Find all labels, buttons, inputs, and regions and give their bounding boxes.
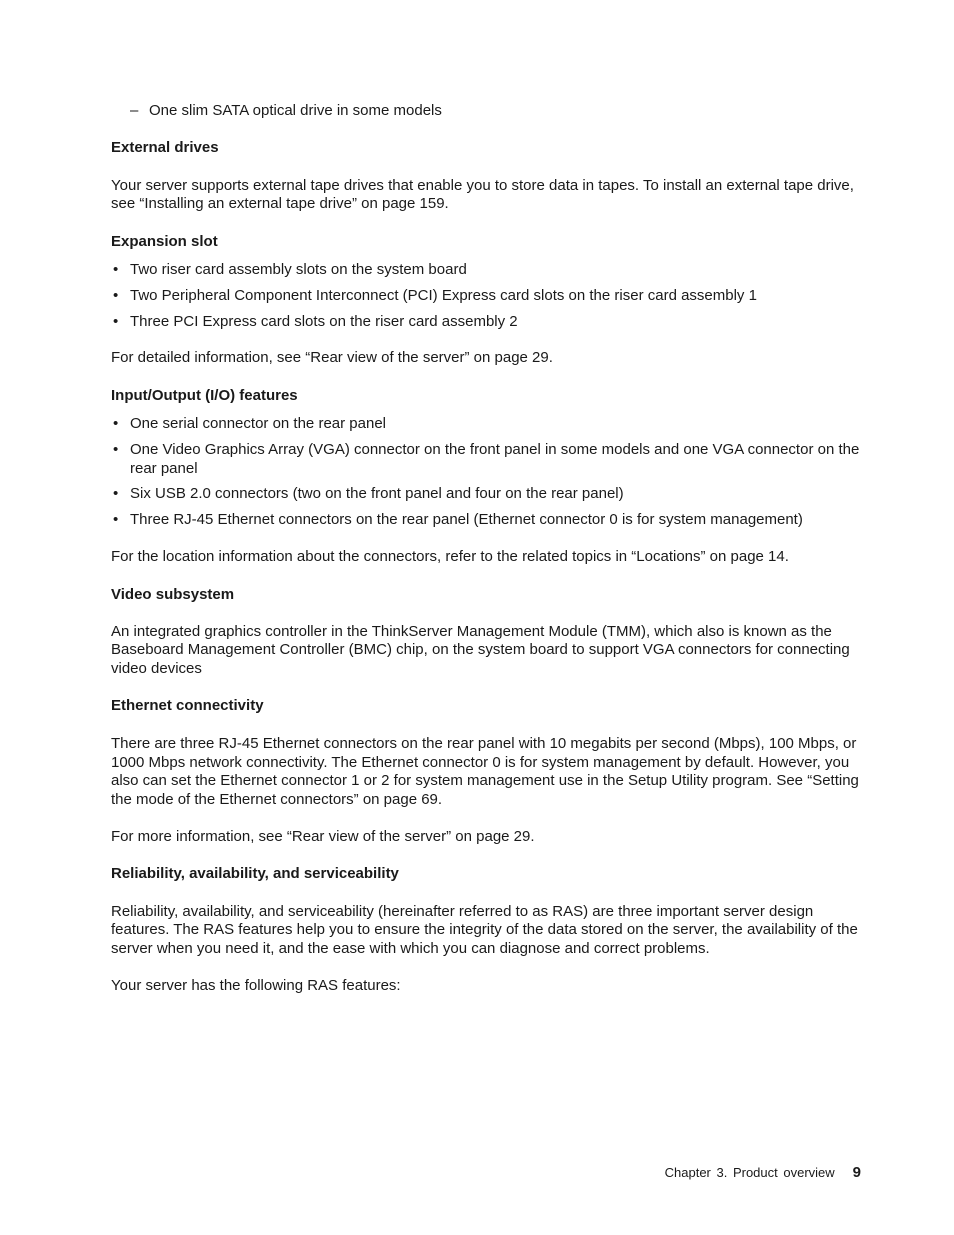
list-item-text: Two riser card assembly slots on the system board	[130, 260, 467, 278]
page-number: 9	[852, 1164, 861, 1181]
bullet-marker: •	[113, 286, 119, 304]
page-footer	[665, 1164, 861, 1183]
list-item-text: Six USB 2.0 connectors (two on the front panel and four on the rear panel)	[130, 485, 624, 503]
section-heading-expansion-slot: Expansion slot	[111, 233, 218, 251]
paragraph-ras-features: Your server has the following RAS features:	[111, 976, 401, 994]
section-heading-video-subsystem: Video subsystem	[111, 585, 235, 603]
list-item	[111, 415, 871, 434]
bullet-marker: •	[113, 260, 119, 278]
section-heading-external-drives: External drives	[111, 138, 219, 156]
list-item	[111, 441, 871, 479]
list-item-text: Three PCI Express card slots on the riser card assembly 2	[130, 312, 518, 330]
expansion-slot-list	[111, 261, 871, 331]
paragraph-expansion-slot: For detailed information, see “Rear view of the server” on page 29.	[111, 349, 553, 367]
bullet-marker: •	[113, 414, 119, 432]
paragraph-external-drives: Your server supports external tape drives that enable you to store data in tapes. To install an external tape drive, see “Installing an external tape drive” on page 159.	[111, 176, 854, 213]
list-item-text: One slim SATA optical drive in some models	[149, 102, 442, 119]
bullet-marker: •	[113, 485, 119, 503]
list-item	[111, 313, 871, 332]
list-item	[111, 485, 871, 504]
list-item-text: One serial connector on the rear panel	[130, 414, 386, 432]
list-item	[111, 511, 871, 530]
list-item-text: Two Peripheral Component Interconnect (PCI) Express card slots on the riser card assembly 1	[130, 286, 757, 304]
io-features-list	[111, 415, 871, 530]
paragraph-ras: Reliability, availability, and serviceability (hereinafter referred to as RAS) are three important server design features. The RAS features help you to ensure the integrity of the data stored on the server, the availability of the server when you need it, and the ease with which you can diagnose and correct problems.	[111, 902, 858, 958]
list-item	[111, 261, 871, 280]
list-item-text: Three RJ-45 Ethernet connectors on the rear panel (Ethernet connector 0 is for system management)	[130, 511, 803, 529]
document-page	[111, 102, 871, 996]
footer-chapter-title: Chapter 3. Product overview	[664, 1165, 835, 1180]
paragraph-io-features: For the location information about the connectors, refer to the related topics in “Locations” on page 14.	[111, 547, 789, 565]
list-item-text: One Video Graphics Array (VGA) connector on the front panel in some models and one VGA connector on the rear panel	[130, 440, 860, 477]
section-heading-ras: Reliability, availability, and serviceability	[111, 864, 399, 882]
paragraph-ethernet-more: For more information, see “Rear view of the server” on page 29.	[111, 827, 535, 845]
bullet-marker: •	[113, 440, 119, 458]
list-item	[111, 287, 871, 306]
list-item	[111, 102, 871, 121]
section-heading-ethernet: Ethernet connectivity	[111, 696, 264, 714]
paragraph-video-subsystem: An integrated graphics controller in the ThinkServer Management Module (TMM), which also is known as the Baseboard Management Controller (BMC) chip, on the system board to support VGA connectors for connecting video devices	[111, 622, 850, 678]
dash-marker: –	[130, 102, 139, 119]
section-heading-io-features: Input/Output (I/O) features	[111, 387, 298, 405]
paragraph-ethernet: There are three RJ-45 Ethernet connectors on the rear panel with 10 megabits per second (Mbps), 100 Mbps, or 1000 Mbps network connectivity. The Ethernet connector 0 is for system management by default. However, you also can set the Ethernet connector 1 or 2 for system management use in the Setup Utility program. See “Setting the mode of the Ethernet connectors” on page 69.	[111, 734, 859, 809]
bullet-marker: •	[113, 511, 119, 529]
bullet-marker: •	[113, 312, 119, 330]
